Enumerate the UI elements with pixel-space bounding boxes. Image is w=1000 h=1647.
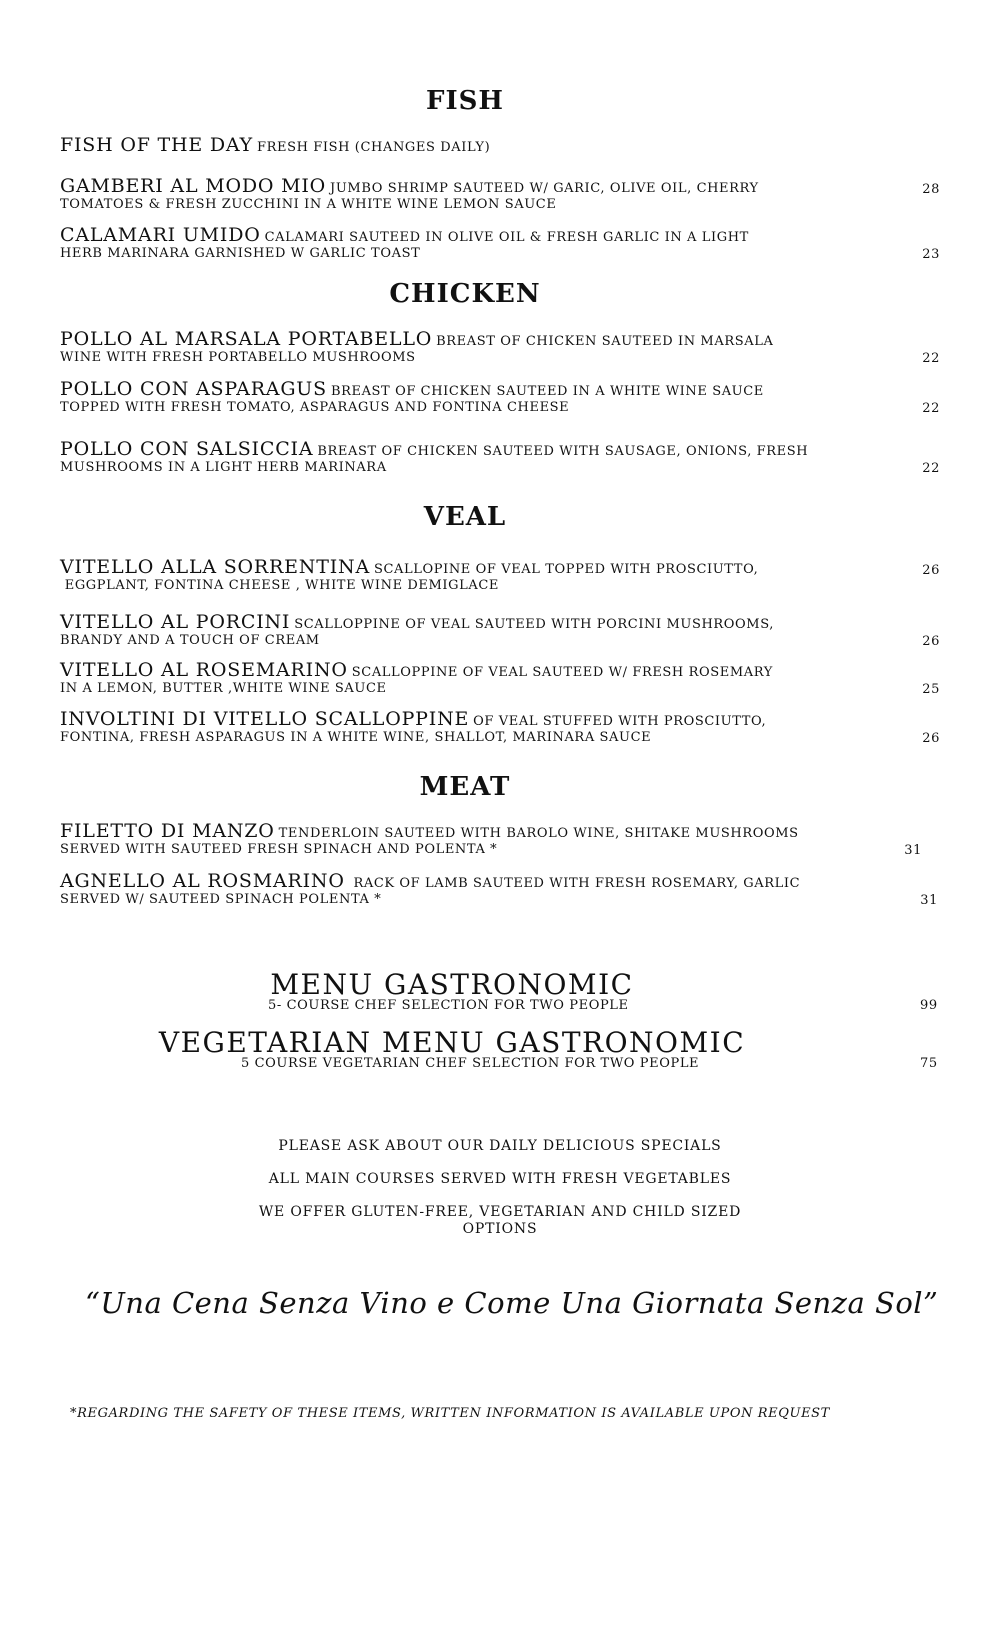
menu-item-pollo-asparagus xyxy=(60,378,940,416)
menu-item-pollo-marsala xyxy=(60,328,940,366)
item-description-line2: FONTINA, FRESH ASPARAGUS IN A WHITE WINE, SHALLOT, MARINARA SAUCE xyxy=(60,730,652,745)
menu-item-involtini xyxy=(60,708,940,746)
section-title-veal: VEAL xyxy=(423,502,507,532)
item-name: POLLO CON ASPARAGUS xyxy=(60,378,327,400)
section-title-meat: MEAT xyxy=(419,772,511,802)
vegetarian-gastronomic-description: 5 COURSE VEGETARIAN CHEF SELECTION FOR TWO PEOPLE xyxy=(241,1056,700,1071)
item-description-line2: TOPPED WITH FRESH TOMATO, ASPARAGUS AND FONTINA CHEESE xyxy=(60,400,570,415)
item-name: FISH OF THE DAY xyxy=(60,134,253,156)
section-title-fish: FISH xyxy=(426,86,504,116)
item-price: 31 xyxy=(904,843,922,858)
safety-disclaimer: *REGARDING THE SAFETY OF THESE ITEMS, WRITTEN INFORMATION IS AVAILABLE UPON REQUEST xyxy=(70,1406,830,1421)
item-price: 26 xyxy=(922,563,940,578)
item-price: 28 xyxy=(922,182,940,197)
note-fresh-vegetables: ALL MAIN COURSES SERVED WITH FRESH VEGETABLES xyxy=(268,1171,732,1187)
item-price: 23 xyxy=(922,247,940,262)
item-description: SCALLOPINE OF VEAL TOPPED WITH PROSCIUTTO, xyxy=(373,562,759,577)
item-description: CALAMARI SAUTEED IN OLIVE OIL & FRESH GARLIC IN A LIGHT xyxy=(264,230,749,245)
vegetarian-gastronomic-price: 75 xyxy=(920,1056,938,1071)
vegetarian-gastronomic-title: VEGETARIAN MENU GASTRONOMIC xyxy=(158,1026,746,1059)
item-name: VITELLO AL PORCINI xyxy=(60,611,291,633)
item-description: SCALLOPPINE OF VEAL SAUTEED W/ FRESH ROSEMARY xyxy=(351,665,773,680)
item-description-line2: SERVED WITH SAUTEED FRESH SPINACH AND POLENTA * xyxy=(60,842,498,857)
item-price: 22 xyxy=(922,461,940,476)
menu-item-pollo-salsiccia xyxy=(60,438,940,476)
item-price: 22 xyxy=(922,401,940,416)
item-description-line2: EGGPLANT, FONTINA CHEESE , WHITE WINE DEMIGLACE xyxy=(60,578,499,593)
menu-item-vitello-porcini xyxy=(60,611,940,649)
menu-item-fish-of-the-day xyxy=(60,134,940,156)
menu-item-filetto xyxy=(60,820,940,858)
item-description-line2: BRANDY AND A TOUCH OF CREAM xyxy=(60,633,320,648)
italian-quote: “Una Cena Senza Vino e Come Una Giornata Senza Sol” xyxy=(85,1286,939,1320)
note-dietary-options-line2: OPTIONS xyxy=(462,1221,538,1237)
item-name: GAMBERI AL MODO MIO xyxy=(60,175,327,197)
item-name: CALAMARI UMIDO xyxy=(60,224,261,246)
menu-gastronomic-title: MENU GASTRONOMIC xyxy=(270,968,634,1001)
item-name: POLLO CON SALSICCIA xyxy=(60,438,314,460)
item-description-line2: HERB MARINARA GARNISHED W GARLIC TOAST xyxy=(60,246,421,261)
section-title-chicken: CHICKEN xyxy=(389,279,541,309)
item-price: 25 xyxy=(922,682,940,697)
menu-gastronomic-price: 99 xyxy=(920,998,938,1013)
item-description: SCALLOPPINE OF VEAL SAUTEED WITH PORCINI MUSHROOMS, xyxy=(294,617,774,632)
item-price: 26 xyxy=(922,634,940,649)
menu-item-gamberi xyxy=(60,175,940,213)
item-description: TENDERLOIN SAUTEED WITH BAROLO WINE, SHITAKE MUSHROOMS xyxy=(278,826,799,841)
item-description-line2: IN A LEMON, BUTTER ,WHITE WINE SAUCE xyxy=(60,681,387,696)
menu-item-calamari xyxy=(60,224,940,262)
menu-item-agnello xyxy=(60,870,940,908)
item-price: 31 xyxy=(920,893,938,908)
item-price: 22 xyxy=(922,351,940,366)
item-description: BREAST OF CHICKEN SAUTEED WITH SAUSAGE, ONIONS, FRESH xyxy=(317,444,809,459)
item-description: JUMBO SHRIMP SAUTEED W/ GARIC, OLIVE OIL, CHERRY xyxy=(330,181,759,196)
item-description-line2: SERVED W/ SAUTEED SPINACH POLENTA * xyxy=(60,892,382,907)
item-description: FRESH FISH (CHANGES DAILY) xyxy=(257,140,491,155)
item-description-line2: MUSHROOMS IN A LIGHT HERB MARINARA xyxy=(60,460,387,475)
item-name: INVOLTINI DI VITELLO SCALLOPPINE xyxy=(60,708,470,730)
item-name: POLLO AL MARSALA PORTABELLO xyxy=(60,328,433,350)
item-name: VITELLO AL ROSEMARINO xyxy=(60,659,348,681)
item-name: FILETTO DI MANZO xyxy=(60,820,275,842)
item-description-line2: WINE WITH FRESH PORTABELLO MUSHROOMS xyxy=(60,350,416,365)
note-daily-specials: PLEASE ASK ABOUT OUR DAILY DELICIOUS SPECIALS xyxy=(278,1138,722,1154)
item-name: VITELLO ALLA SORRENTINA xyxy=(60,556,370,578)
item-description: RACK OF LAMB SAUTEED WITH FRESH ROSEMARY, GARLIC xyxy=(348,876,801,891)
item-description-line2: TOMATOES & FRESH ZUCCHINI IN A WHITE WINE LEMON SAUCE xyxy=(60,197,557,212)
item-description: BREAST OF CHICKEN SAUTEED IN MARSALA xyxy=(436,334,774,349)
note-dietary-options: WE OFFER GLUTEN-FREE, VEGETARIAN AND CHILD SIZED xyxy=(258,1204,742,1220)
item-description: BREAST OF CHICKEN SAUTEED IN A WHITE WINE SAUCE xyxy=(330,384,764,399)
item-description: OF VEAL STUFFED WITH PROSCIUTTO, xyxy=(473,714,767,729)
item-name: AGNELLO AL ROSMARINO xyxy=(60,870,345,892)
item-price: 26 xyxy=(922,731,940,746)
menu-gastronomic-description: 5- COURSE CHEF SELECTION FOR TWO PEOPLE xyxy=(268,998,629,1013)
menu-item-vitello-rosemarino xyxy=(60,659,940,697)
menu-item-vitello-sorrentina xyxy=(60,556,940,594)
